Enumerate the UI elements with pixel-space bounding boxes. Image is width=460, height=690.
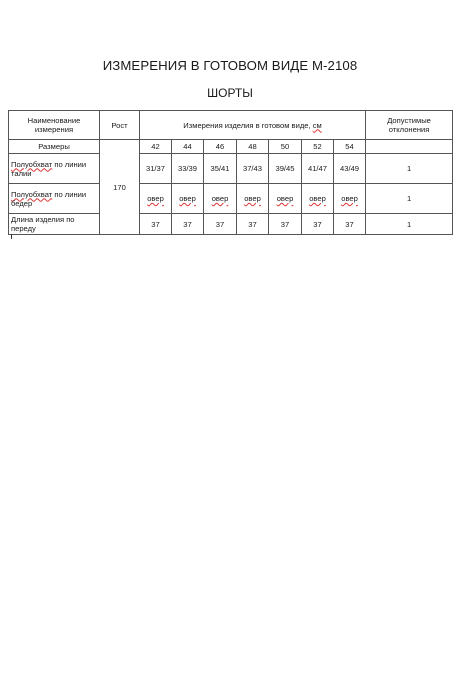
size-cell: 46 bbox=[204, 140, 237, 154]
value-cell: 37 bbox=[237, 214, 269, 235]
size-cell: 42 bbox=[140, 140, 172, 154]
header-measurements bbox=[140, 111, 366, 140]
value-cell bbox=[204, 184, 237, 214]
size-cell: 54 bbox=[334, 140, 366, 154]
value-cell bbox=[140, 184, 172, 214]
table-row bbox=[9, 214, 453, 235]
value-text: овер bbox=[341, 194, 358, 203]
value-cell: 31/37 bbox=[140, 154, 172, 184]
value-cell bbox=[237, 184, 269, 214]
value-text: овер bbox=[211, 194, 229, 203]
value-cell: 37 bbox=[172, 214, 204, 235]
value-text: овер bbox=[244, 194, 261, 203]
header-measurements-text: Измерения изделия в готовом виде, bbox=[183, 120, 313, 130]
row-name-rest: по линии талии bbox=[11, 159, 87, 178]
sizes-label: Размеры bbox=[9, 140, 100, 154]
value-cell bbox=[334, 184, 366, 214]
value-cell: 37 bbox=[204, 214, 237, 235]
header-tolerance: Допустимые отклонения bbox=[366, 111, 453, 140]
value-cell: 37/43 bbox=[237, 154, 269, 184]
value-cell: 41/47 bbox=[302, 154, 334, 184]
row-name-main: Полуобхват bbox=[11, 189, 53, 199]
value-cell: 43/49 bbox=[334, 154, 366, 184]
row-name-rest: Длина изделия по переду bbox=[11, 215, 75, 233]
value-text: овер bbox=[309, 194, 326, 203]
size-cell: 50 bbox=[269, 140, 302, 154]
tolerance-cell: 1 bbox=[366, 154, 453, 184]
table-row bbox=[9, 184, 453, 214]
tolerance-cell: 1 bbox=[366, 214, 453, 235]
tolerance-cell: 1 bbox=[366, 184, 453, 214]
value-cell: 35/41 bbox=[204, 154, 237, 184]
header-height: Рост bbox=[100, 111, 140, 140]
row-name bbox=[9, 214, 100, 235]
header-measure-name: Наименование измерения bbox=[9, 111, 100, 140]
size-cell: 48 bbox=[237, 140, 269, 154]
row-name bbox=[9, 154, 100, 184]
value-cell: 37 bbox=[140, 214, 172, 235]
value-cell: 39/45 bbox=[269, 154, 302, 184]
value-cell: 37 bbox=[302, 214, 334, 235]
value-text: овер bbox=[147, 194, 164, 203]
document-title: ИЗМЕРЕНИЯ В ГОТОВОМ ВИДЕ М-2108 bbox=[102, 58, 358, 73]
row-name-rest: по линии бедер bbox=[11, 189, 87, 208]
value-cell bbox=[269, 184, 302, 214]
value-cell bbox=[302, 184, 334, 214]
size-cell: 44 bbox=[172, 140, 204, 154]
value-cell: 37 bbox=[334, 214, 366, 235]
text-cursor-mark bbox=[11, 234, 12, 239]
value-cell: 37 bbox=[269, 214, 302, 235]
value-text: овер bbox=[179, 194, 196, 203]
table-row bbox=[9, 154, 453, 184]
header-measurements-unit: см bbox=[312, 120, 322, 130]
height-value: 170 bbox=[100, 140, 140, 235]
tolerance-blank bbox=[366, 140, 453, 154]
measurements-table bbox=[8, 110, 453, 235]
document-subtitle: ШОРТЫ bbox=[207, 86, 253, 100]
value-cell bbox=[172, 184, 204, 214]
row-name-main: Полуобхват bbox=[11, 159, 53, 169]
value-text: овер bbox=[276, 194, 294, 203]
row-name bbox=[9, 184, 100, 214]
value-cell: 33/39 bbox=[172, 154, 204, 184]
size-cell: 52 bbox=[302, 140, 334, 154]
